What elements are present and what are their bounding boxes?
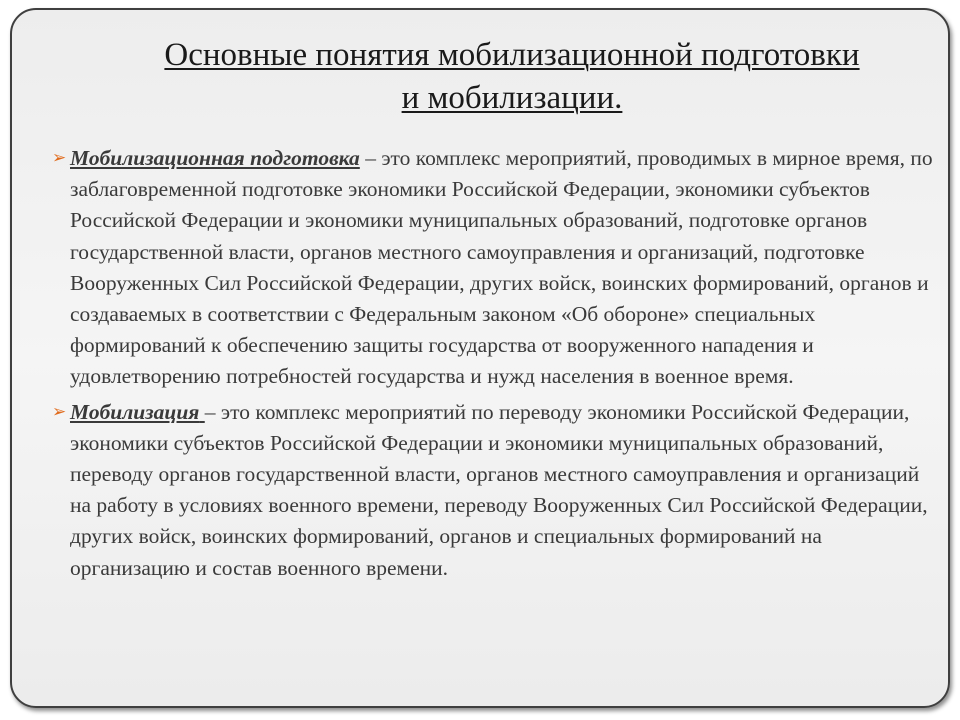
definition-mobilization <box>50 397 940 584</box>
term-mobilization-preparation: Мобилизационная подготовка <box>70 146 360 170</box>
title-line-1: Основные понятия мобилизационной подготовки <box>164 37 860 73</box>
definition-text: – это комплекс мероприятий, проводимых в мирное время, по заблаговременной подготовке экономики Российской Федерации, экономики субъектов Российской Федерации и экономики муниципальных образований, подготовке органов государственной власти, органов местного самоуправления и организаций, подготовке Вооруженных Сил Российской Федерации, других войск, воинских формирований, органов и создаваемых в соответствии с Федеральным законом «Об обороне» специальных формирований к обеспечению защиты государства от вооруженного нападения и удовлетворению потребностей государства и нужд населения в военное время. <box>70 146 933 389</box>
arrow-bullet-icon: ➢ <box>52 401 67 422</box>
definition-mobilization-preparation <box>50 143 940 393</box>
slide-frame <box>10 8 950 708</box>
term-mobilization: Мобилизация <box>70 399 200 424</box>
arrow-bullet-icon: ➢ <box>52 148 67 168</box>
definitions-list <box>50 143 940 584</box>
title-line-2: и мобилизации. <box>401 80 623 116</box>
definition-text: – это комплекс мероприятий по переводу экономики Российской Федерации, экономики субъектов Российской Федерации и экономики муниципальных образований, переводу органов государственной власти, органов местного самоуправления и организаций на работу в условиях военного времени, переводу Вооруженных Сил Российской Федерации, других войск, воинских формирований, органов и специальных формирований на организацию и состав военного времени. <box>70 399 928 580</box>
slide-title <box>92 34 932 120</box>
